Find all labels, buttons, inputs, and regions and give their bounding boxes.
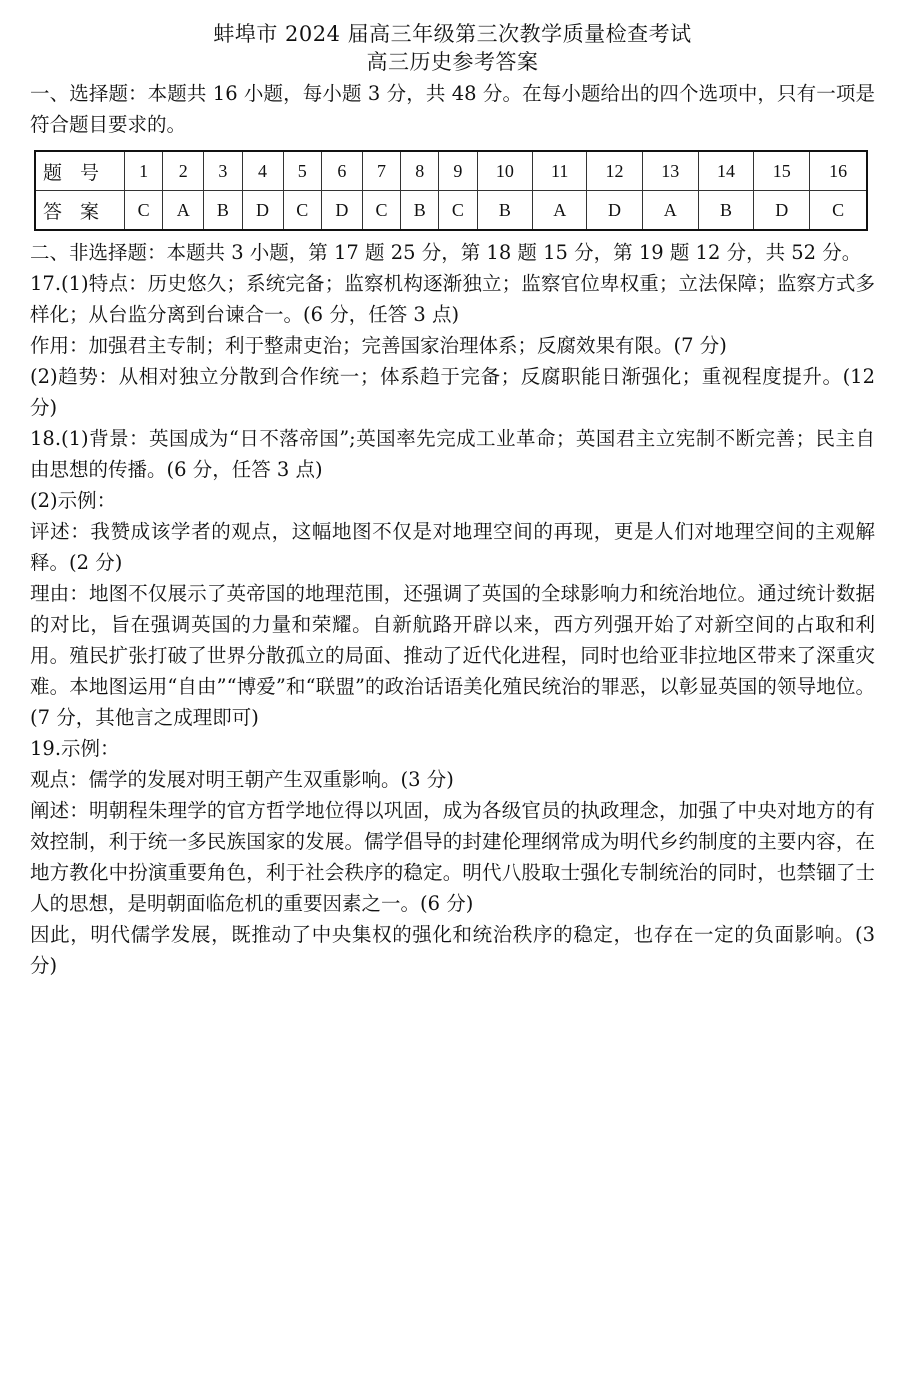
q18-reason: 理由：地图不仅展示了英帝国的地理范围，还强调了英国的全球影响力和统治地位。通过统计数据的对比，旨在强调英国的力量和荣耀。自新航路开辟以来，西方列强开始了对新空间的占取和利用。殖民扩张打破了世界分散孤立的局面、推动了近代化进程，同时也给亚非拉地区带来了深重灾难。本地图运用“自由”“博爱”和“联盟”的政治话语美化殖民统治的罪恶，以彰显英国的领导地位。(7 分，其他言之成理即可) xyxy=(30,582,875,729)
question-number: 12 xyxy=(587,151,643,191)
question-number: 15 xyxy=(754,151,810,191)
answer-cell: B xyxy=(401,191,439,231)
q17-part2: (2)趋势：从相对独立分散到合作统一；体系趋于完备；反腐职能日渐强化；重视程度提升。(12 分) xyxy=(30,365,875,419)
answer-cell: A xyxy=(533,191,587,231)
answer-cell: A xyxy=(642,191,698,231)
answer-cell: C xyxy=(810,191,867,231)
answer-table xyxy=(34,150,868,231)
question-number: 11 xyxy=(533,151,587,191)
q17-function: 作用：加强君主专制；利于整肃吏治；完善国家治理体系；反腐效果有限。(7 分) xyxy=(30,334,727,357)
section1-instruction: 一、选择题：本题共 16 小题，每小题 3 分，共 48 分。在每小题给出的四个选项中，只有一项是符合题目要求的。 xyxy=(30,82,875,136)
q18-part1: 18.(1)背景：英国成为“日不落帝国”;英国率先完成工业革命；英国君主立宪制不断完善；民主自由思想的传播。(6 分，任答 3 点) xyxy=(30,427,875,481)
question-number: 9 xyxy=(439,151,477,191)
question-number: 8 xyxy=(401,151,439,191)
question-number: 14 xyxy=(698,151,754,191)
answer-cell: D xyxy=(587,191,643,231)
row-label-answer: 答案 xyxy=(35,191,125,231)
answer-row xyxy=(35,191,867,231)
question-number: 4 xyxy=(242,151,283,191)
question-number: 16 xyxy=(810,151,867,191)
answer-cell: B xyxy=(698,191,754,231)
answer-cell: C xyxy=(439,191,477,231)
answer-cell: C xyxy=(125,191,163,231)
question-number: 2 xyxy=(163,151,204,191)
answer-cell: D xyxy=(754,191,810,231)
exam-title: 蚌埠市 2024 届高三年级第三次教学质量检查考试 xyxy=(213,22,692,46)
q18-comment: 评述：我赞成该学者的观点，这幅地图不仅是对地理空间的再现，更是人们对地理空间的主观解释。(2 分) xyxy=(30,520,875,574)
answer-cell: C xyxy=(362,191,400,231)
answer-cell: B xyxy=(204,191,242,231)
answer-cell: A xyxy=(163,191,204,231)
question-number: 7 xyxy=(362,151,400,191)
q19-viewpoint: 观点：儒学的发展对明王朝产生双重影响。(3 分) xyxy=(30,768,454,791)
q19-elaboration: 阐述：明朝程朱理学的官方哲学地位得以巩固，成为各级官员的执政理念，加强了中央对地方的有效控制，利于统一多民族国家的发展。儒学倡导的封建伦理纲常成为明代乡约制度的主要内容，在地方教化中扮演重要角色，利于社会秩序的稳定。明代八股取士强化专制统治的同时，也禁锢了士人的思想，是明朝面临危机的重要因素之一。(6 分) xyxy=(30,799,875,915)
answer-cell: B xyxy=(477,191,533,231)
question-number: 10 xyxy=(477,151,533,191)
answer-cell: D xyxy=(321,191,362,231)
q19-heading: 19.示例： xyxy=(30,737,120,760)
q18-part2-heading: (2)示例： xyxy=(30,489,117,512)
answer-cell: D xyxy=(242,191,283,231)
q19-conclusion: 因此，明代儒学发展，既推动了中央集权的强化和统治秩序的稳定，也存在一定的负面影响。(3 分) xyxy=(30,923,875,977)
question-number: 1 xyxy=(125,151,163,191)
answer-cell: C xyxy=(283,191,321,231)
exam-subtitle: 高三历史参考答案 xyxy=(366,50,539,74)
q17-part1: 17.(1)特点：历史悠久；系统完备；监察机构逐渐独立；监察官位卑权重；立法保障；监察方式多样化；从台监分离到台谏合一。(6 分，任答 3 点) xyxy=(30,272,875,326)
answer-document xyxy=(30,20,875,981)
row-label-number: 题号 xyxy=(35,151,125,191)
question-number: 3 xyxy=(204,151,242,191)
question-number-row xyxy=(35,151,867,191)
question-number: 13 xyxy=(642,151,698,191)
question-number: 5 xyxy=(283,151,321,191)
question-number: 6 xyxy=(321,151,362,191)
section2-instruction: 二、非选择题：本题共 3 小题，第 17 题 25 分，第 18 题 15 分，第 19 题 12 分，共 52 分。 xyxy=(30,241,862,264)
